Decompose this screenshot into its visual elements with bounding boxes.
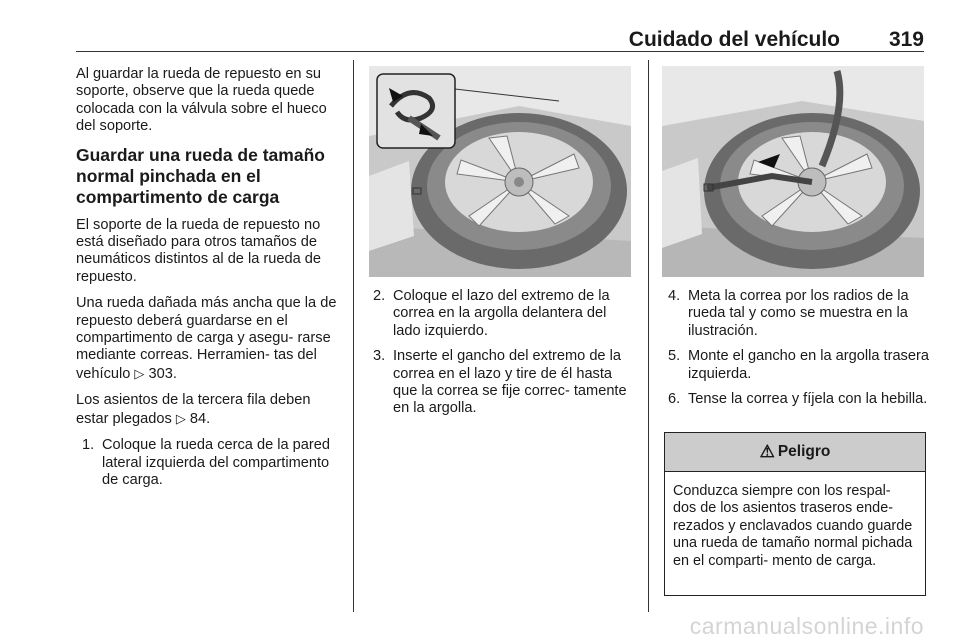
- page-number: 319: [888, 28, 924, 51]
- list-item: [373, 288, 635, 340]
- paragraph-text: Los asientos de la tercera fila deben estar plegados: [76, 392, 311, 427]
- step-number: 5.: [668, 348, 681, 365]
- page-ref[interactable]: 84.: [189, 410, 211, 427]
- section-title: Cuidado del vehículo: [628, 28, 840, 51]
- step-number: 2.: [373, 288, 386, 304]
- section-heading: Guardar una rueda de tamaño normal pinchada en el compartimento de carga: [76, 144, 325, 207]
- danger-title: Peligro: [777, 443, 831, 460]
- column-3: [668, 288, 930, 416]
- steps-list: [76, 437, 342, 489]
- danger-text: Conduzca siempre con los respal- dos de los asientos traseros ende- rezados y enclavados cuando guarde una rueda de tamaño normal pichada en el comparti- mento de carga.: [673, 483, 913, 569]
- watermark: carmanualsonline.info: [689, 613, 924, 639]
- step-text: Monte el gancho en la argolla trasera izquierda.: [688, 348, 929, 382]
- danger-warning-box: [664, 432, 926, 596]
- arrow-ref-icon: ▷: [134, 365, 145, 381]
- step-text: Tense la correa y fíjela con la hebilla.: [688, 391, 928, 408]
- list-item: [373, 348, 635, 418]
- step-text: Coloque la rueda cerca de la pared lateral izquierda del compartimento de carga.: [102, 437, 330, 488]
- column-divider: [353, 60, 354, 612]
- danger-header: [665, 433, 925, 472]
- column-divider: [648, 60, 649, 612]
- warning-triangle-icon: ⚠: [759, 442, 775, 461]
- list-item: [668, 288, 930, 340]
- step-number: 1.: [82, 437, 95, 454]
- header-rule: [76, 51, 924, 52]
- illustration-strap-spokes: [662, 66, 924, 277]
- illustration-strap-loop: [369, 66, 631, 277]
- column-2: [373, 288, 635, 426]
- list-item: [668, 391, 930, 408]
- step-text: Coloque el lazo del extremo de la correa en la argolla delantera del lado izquierdo.: [393, 288, 610, 339]
- step-text: Meta la correa por los radios de la rueda tal y como se muestra en la ilustración.: [688, 288, 909, 339]
- steps-list: [668, 288, 930, 408]
- list-item: [82, 437, 342, 489]
- paragraph: [76, 392, 342, 428]
- steps-list: [373, 288, 635, 418]
- paragraph: Al guardar la rueda de repuesto en su soporte, observe que la rueda quede colocada con la válvula sobre el hueco del soporte.: [76, 66, 327, 135]
- step-text: Inserte el gancho del extremo de la correa en el lazo y tire de él hasta que la correa se fije correc- tamente en la argolla.: [393, 348, 627, 417]
- arrow-ref-icon: ▷: [175, 410, 186, 426]
- list-item: [668, 348, 930, 383]
- step-number: 4.: [668, 288, 681, 304]
- paragraph-text: Una rueda dañada más ancha que la de repuesto deberá guardarse en el compartimento de carga y asegu- rarse mediante correas. Herramien- tas del vehículo: [76, 295, 337, 382]
- step-number: 3.: [373, 348, 386, 365]
- paragraph: El soporte de la rueda de repuesto no está diseñado para otros tamaños de neumáticos distintos al de la rueda de repuesto.: [76, 216, 322, 285]
- column-1: [76, 66, 342, 497]
- page-ref[interactable]: 303.: [148, 365, 177, 382]
- step-number: 6.: [668, 391, 681, 408]
- paragraph: [76, 295, 342, 383]
